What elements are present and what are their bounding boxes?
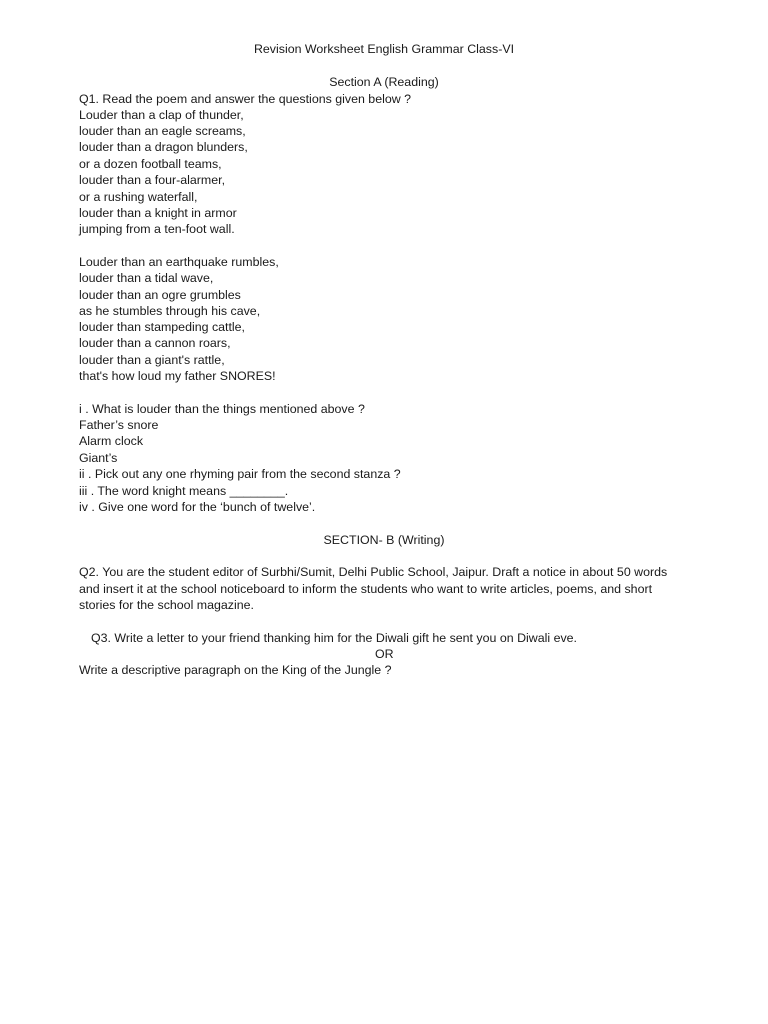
- section-b-heading: SECTION- B (Writing): [323, 533, 445, 547]
- question-2: Q2. You are the student editor of Surbhi/Sumit, Delhi Public School, Jaipur. Draft a notice in about 50 words and insert it at the school noticeboard to inform the students who want to write articles, poems, and short stories for the school magazine.: [79, 565, 668, 612]
- poem-line: or a dozen football teams,: [79, 157, 222, 171]
- question-3: Q3. Write a letter to your friend thanking him for the Diwali gift he sent you on Diwali eve.: [91, 631, 577, 645]
- poem-line: louder than an eagle screams,: [79, 124, 246, 138]
- poem-line: louder than a giant's rattle,: [79, 353, 225, 367]
- poem-line: as he stumbles through his cave,: [79, 304, 261, 318]
- poem-line: louder than stampeding cattle,: [79, 320, 246, 334]
- question-1-iii: iii . The word knight means ________.: [79, 484, 289, 498]
- option-item: Giant’s: [79, 451, 118, 465]
- poem-line: Louder than a clap of thunder,: [79, 108, 244, 122]
- poem-line: louder than a four-alarmer,: [79, 173, 226, 187]
- poem-line: that's how loud my father SNORES!: [79, 369, 276, 383]
- question-3-alternative: Write a descriptive paragraph on the King of the Jungle ?: [79, 663, 392, 677]
- option-item: Father’s snore: [79, 418, 159, 432]
- poem-line: Louder than an earthquake rumbles,: [79, 255, 279, 269]
- section-a-heading: Section A (Reading): [329, 75, 439, 89]
- poem-line: louder than a dragon blunders,: [79, 140, 248, 154]
- question-1-i: i . What is louder than the things mentioned above ?: [79, 402, 365, 416]
- or-separator: OR: [375, 647, 394, 661]
- question-1: Q1. Read the poem and answer the questions given below ?: [79, 92, 412, 106]
- poem-line: louder than a cannon roars,: [79, 336, 231, 350]
- poem-line: jumping from a ten-foot wall.: [79, 222, 235, 236]
- question-1-ii: ii . Pick out any one rhyming pair from the second stanza ?: [79, 467, 401, 481]
- option-item: Alarm clock: [79, 434, 144, 448]
- poem-line: louder than a knight in armor: [79, 206, 237, 220]
- question-1-iv: iv . Give one word for the ‘bunch of twelve’.: [79, 500, 316, 514]
- poem-line: louder than a tidal wave,: [79, 271, 214, 285]
- worksheet-title: Revision Worksheet English Grammar Class-VI: [253, 42, 515, 56]
- poem-line: or a rushing waterfall,: [79, 190, 198, 204]
- poem-line: louder than an ogre grumbles: [79, 288, 241, 302]
